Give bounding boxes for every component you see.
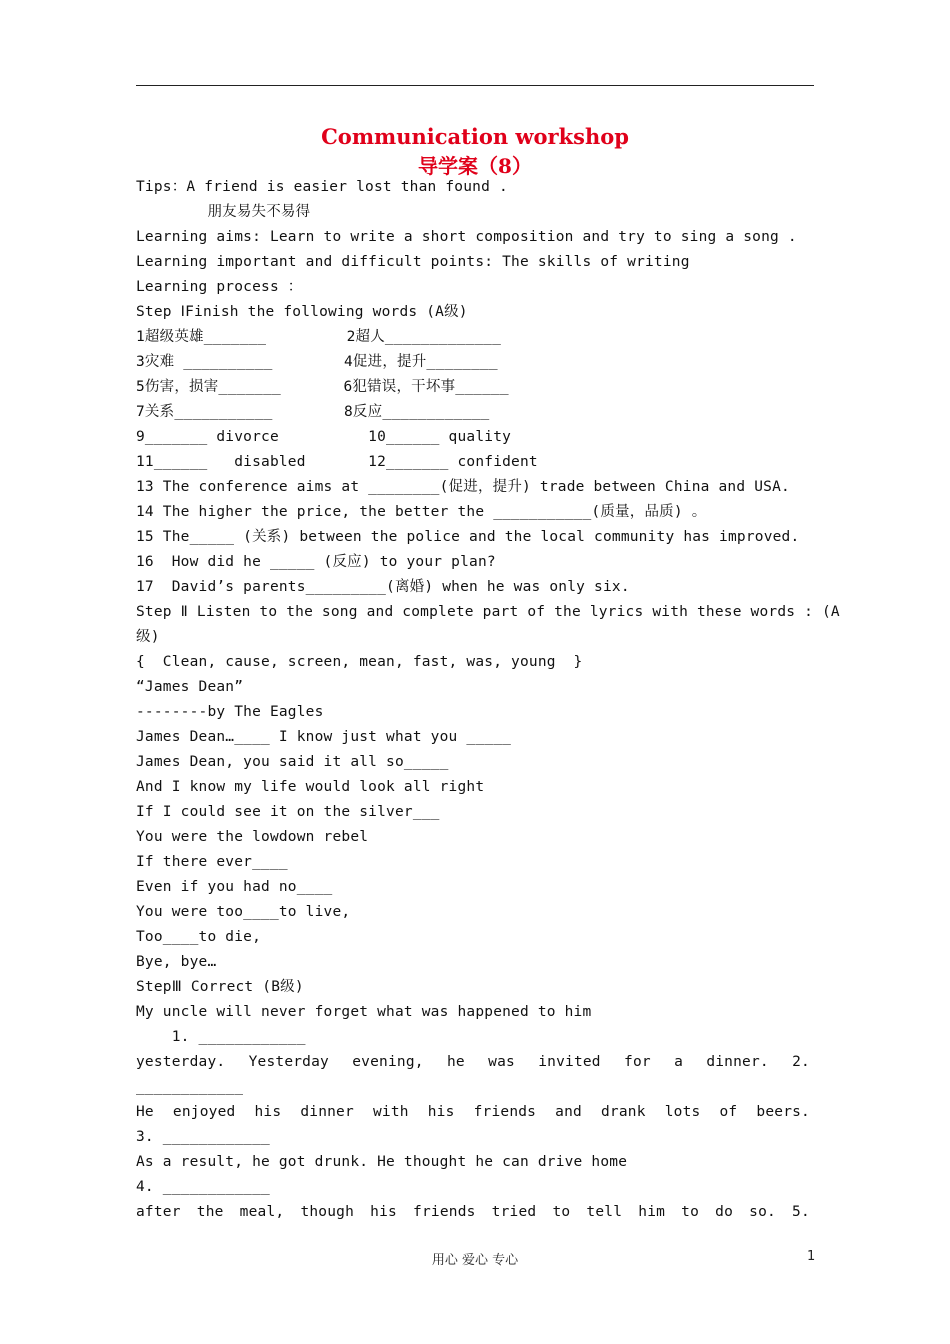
lyric-line: If I could see it on the silver___ [136,804,440,820]
step-1-heading: Step ⅠFinish the following words (A级) [136,304,468,320]
learning-aims: Learning aims: Learn to write a short composition and try to sing a song . [136,229,797,245]
correction-blank: 1. ____________ [136,1029,306,1045]
justified-line: yesterday. Yesterday evening, he was invited for a dinner. 2. [136,1054,810,1070]
exercise-line: 16 How did he _____ (反应) to your plan? [136,554,496,570]
lyric-line: If there ever____ [136,854,288,870]
vocab-row: 3灾难 __________ 4促进，提升________ [136,354,498,370]
lyric-line: James Dean…____ I know just what you _____ [136,729,512,745]
vocab-row: 11______ disabled 12_______ confident [136,454,538,470]
lyric-line: And I know my life would look all right [136,779,485,795]
page-footer: 用心 爱心 专心 [431,1253,519,1268]
vocab-row: 9_______ divorce 10______ quality [136,429,512,445]
vocab-row: 5伤害，损害_______ 6犯错误，干坏事______ [136,379,509,395]
page-number: 1 [807,1249,816,1264]
step-2-heading-cont: 级) [136,629,160,645]
lyric-line: You were the lowdown rebel [136,829,369,845]
page-title: Communication workshop [321,124,629,149]
correction-blank: 3. ____________ [136,1129,270,1145]
lyric-line: Bye, bye… [136,954,217,970]
lyric-line: You were too____to live, [136,904,351,920]
vocab-row: 7关系___________ 8反应____________ [136,404,490,420]
step-3-heading: StepⅢ Correct (B级) [136,979,304,995]
tips-translation: 朋友易失不易得 [136,204,311,220]
justified-line: after the meal, though his friends tried to tell him to do so. 5. [136,1204,810,1220]
song-title: “James Dean” [136,679,244,695]
header-rule [136,85,814,86]
learning-points: Learning important and difficult points: The skills of writing [136,254,690,270]
lyric-line: Too____to die, [136,929,262,945]
exercise-line: 17 David’s parents_________(离婚) when he was only six. [136,579,630,595]
learning-process: Learning process ： [136,279,303,295]
lyric-line: James Dean, you said it all so_____ [136,754,449,770]
exercise-line: 14 The higher the price, the better the ___________(质量，品质) 。 [136,504,707,520]
correction-blank: 4. ____________ [136,1179,270,1195]
tips-line: Tips：A friend is easier lost than found . [136,179,508,195]
page-subtitle: 导学案（8） [418,154,532,178]
exercise-line: 13 The conference aims at ________(促进，提升) trade between China and USA. [136,479,790,495]
word-bank: { Clean, cause, screen, mean, fast, was, young } [136,654,583,670]
vocab-row: 1超级英雄_______ 2超人_____________ [136,329,502,345]
justified-line: He enjoyed his dinner with his friends and drank lots of beers. [136,1104,810,1120]
correction-text: As a result, he got drunk. He thought he can drive home [136,1154,628,1170]
correction-text: My uncle will never forget what was happened to him [136,1004,592,1020]
correction-blank: ____________ [136,1079,244,1095]
exercise-line: 15 The_____ (关系) between the police and the local community has improved. [136,529,800,545]
song-artist: --------by The Eagles [136,704,324,720]
lyric-line: Even if you had no____ [136,879,333,895]
step-2-heading: Step Ⅱ Listen to the song and complete part of the lyrics with these words : (A [136,604,840,620]
